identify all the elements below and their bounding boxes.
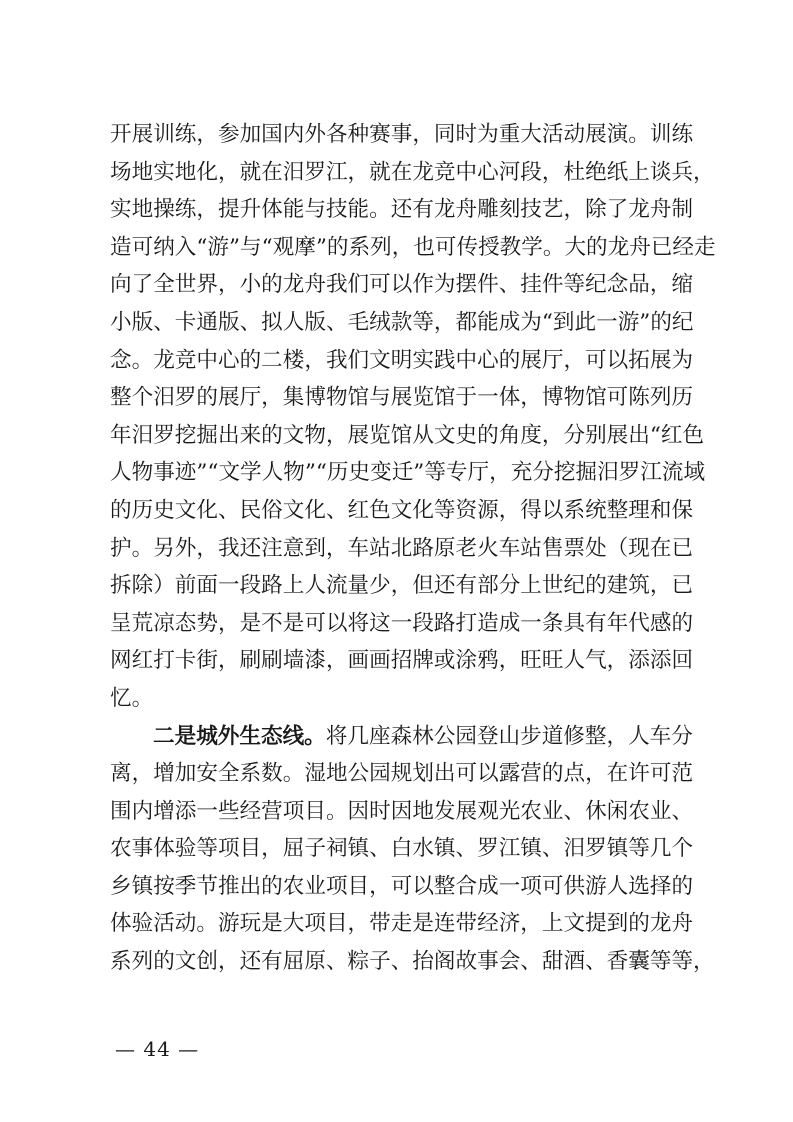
text-line: 向了全世界，小的龙舟我们可以作为摆件、挂件等纪念品，缩 xyxy=(110,272,694,298)
page-number: — 44 — xyxy=(115,1037,200,1061)
paragraph-2-first-line xyxy=(110,718,693,756)
document-body xyxy=(110,116,716,981)
text-line: 呈荒凉态势，是不是可以将这一段路打造成一条具有年代感的 xyxy=(110,610,694,636)
text-line: 离，增加安全系数。湿地公园规划出可以露营的点，在许可范 xyxy=(110,761,694,787)
text-line: 小版、卡通版、拟人版、毛绒款等，都能成为“到此一游”的纪 xyxy=(110,309,694,335)
text-line: 开展训练，参加国内外各种赛事，同时为重大活动展演。训练 xyxy=(110,122,694,147)
text-line: 体验活动。游玩是大项目，带走是连带经济，上文提到的龙舟 xyxy=(110,911,694,937)
text-line: 的历史文化、民俗文化、红色文化等资源，得以系统整理和保 xyxy=(110,497,694,523)
text-line: 网红打卡街，刷刷墙漆，画画招牌或涂鸦，旺旺人气，添添回 xyxy=(110,648,694,674)
paragraph-2 xyxy=(110,718,715,981)
text-line: 忆。 xyxy=(110,685,154,711)
text-line: 场地实地化，就在汨罗江，就在龙竞中心河段，杜绝纸上谈兵， xyxy=(110,159,715,185)
text-line: 念。龙竞中心的二楼，我们文明实践中心的展厅，可以拓展为 xyxy=(110,347,694,373)
text-line: 围内增添一些经营项目。因时因地发展观光农业、休闲农业、 xyxy=(110,798,694,824)
text-run: 将几座森林公园登山步道修整，人车分 xyxy=(325,723,693,749)
text-line: 实地操练，提升体能与技能。还有龙舟雕刻技艺，除了龙舟制 xyxy=(110,197,694,223)
text-line: 乡镇按季节推出的农业项目，可以整合成一项可供游人选择的 xyxy=(110,873,694,899)
text-line: 护。另外，我还注意到，车站北路原老火车站售票处（现在已 xyxy=(110,535,694,561)
section-heading: 二是城外生态线。 xyxy=(153,723,326,749)
text-line: 年汨罗挖掘出来的文物，展览馆从文史的角度，分别展出“红色 xyxy=(110,422,705,448)
text-line: 系列的文创，还有屈原、粽子、抬阁故事会、甜酒、香囊等等， xyxy=(110,949,715,975)
text-line: 整个汨罗的展厅，集博物馆与展览馆于一体，博物馆可陈列历 xyxy=(110,385,694,411)
text-line: 农事体验等项目，屈子祠镇、白水镇、罗江镇、汨罗镇等几个 xyxy=(110,836,694,862)
paragraph-1 xyxy=(110,116,716,718)
text-line: 人物事迹”“文学人物”“历史变迁”等专厅，充分挖掘汨罗江流域 xyxy=(110,460,706,486)
text-line: 造可纳入“游”与“观摩”的系列，也可传授教学。大的龙舟已经走 xyxy=(110,234,716,260)
text-line: 拆除）前面一段路上人流量少，但还有部分上世纪的建筑，已 xyxy=(110,573,694,599)
